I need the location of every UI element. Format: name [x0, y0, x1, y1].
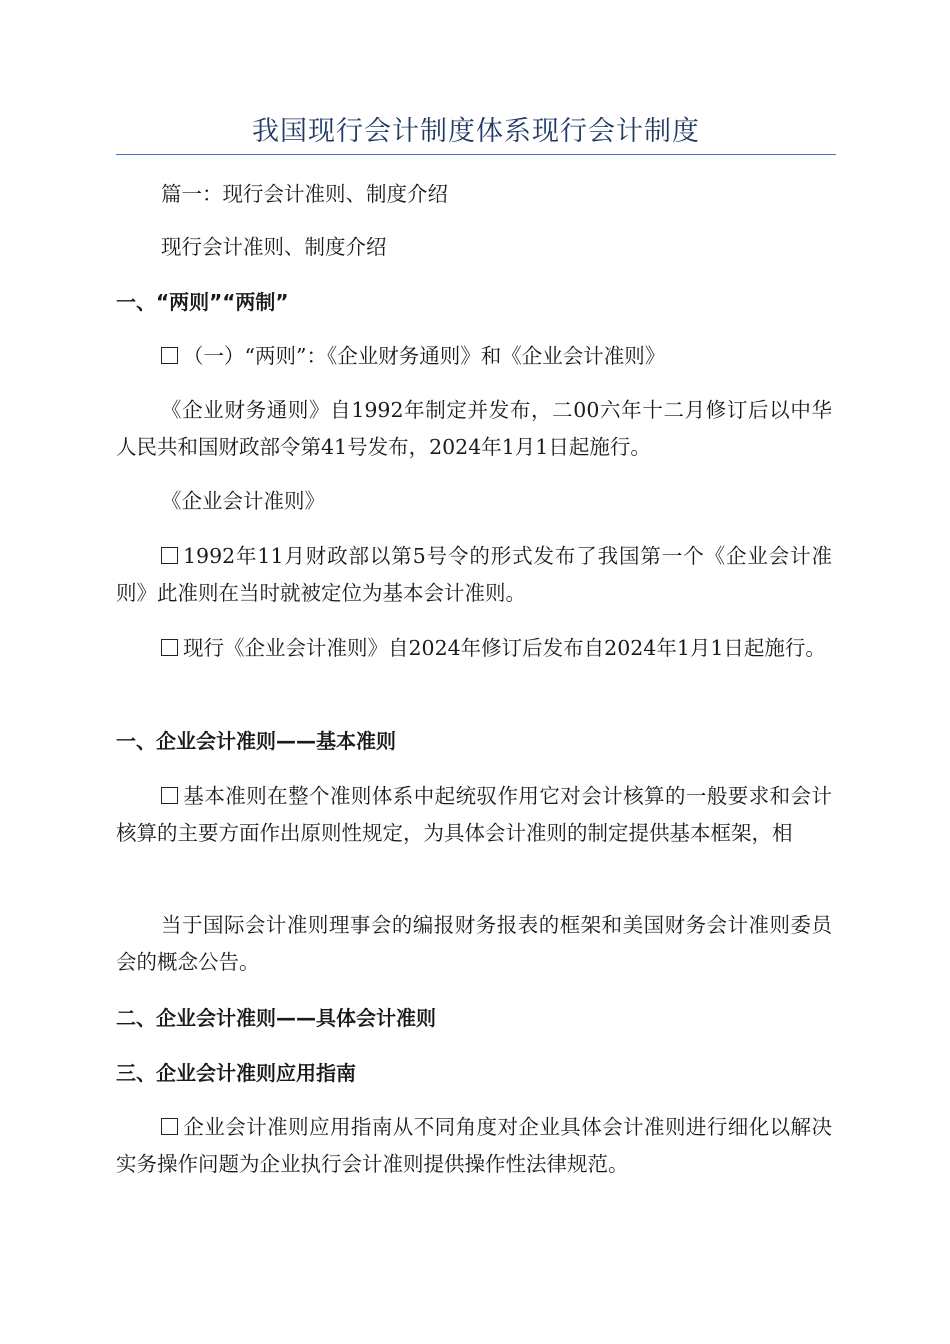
- document-title: 我国现行会计制度体系现行会计制度: [252, 116, 700, 147]
- paragraph-3: [116, 338, 832, 375]
- heading-4: 三、企业会计准则应用指南: [116, 1061, 356, 1085]
- heading-1: 一、“两则”“两制”: [116, 290, 289, 314]
- checkbox-icon: [161, 639, 178, 656]
- checkbox-icon: [161, 1118, 178, 1135]
- checkbox-icon: [161, 787, 178, 804]
- paragraph-3-text: （一）“两则”：《企业财务通则》和《企业会计准则》: [183, 344, 666, 368]
- paragraph-2: 现行会计准则、制度介绍: [161, 235, 387, 259]
- paragraph-6: [116, 538, 832, 612]
- paragraph-7: [116, 630, 832, 667]
- paragraph-10: [116, 1109, 832, 1183]
- paragraph-6-text: 1992年11月财政部以第5号令的形式发布了我国第一个《企业会计准则》此准则在当时就被定位为基本会计准则。: [116, 544, 832, 605]
- title-underline: [116, 154, 836, 155]
- heading-3: 二、企业会计准则——具体会计准则: [116, 1006, 436, 1030]
- paragraph-4: 《企业财务通则》自1992年制定并发布，二00六年十二月修订后以中华人民共和国财政部令第41号发布，2024年1月1日起施行。: [116, 398, 832, 459]
- paragraph-7-text: 现行《企业会计准则》自2024年修订后发布自2024年1月1日起施行。: [183, 636, 826, 660]
- paragraph-8-text: 基本准则在整个准则体系中起统驭作用它对会计核算的一般要求和会计核算的主要方面作出原则性规定，为具体会计准则的制定提供基本框架，相: [116, 784, 832, 845]
- paragraph-5: 《企业会计准则》: [161, 489, 325, 513]
- paragraph-9: 当于国际会计准则理事会的编报财务报表的框架和美国财务会计准则委员会的概念公告。: [116, 913, 832, 974]
- paragraph-8: [116, 778, 832, 852]
- paragraph-10-text: 企业会计准则应用指南从不同角度对企业具体会计准则进行细化以解决实务操作问题为企业执行会计准则提供操作性法律规范。: [116, 1115, 832, 1176]
- checkbox-icon: [161, 347, 178, 364]
- paragraph-1: 篇一：现行会计准则、制度介绍: [161, 182, 448, 206]
- heading-2: 一、企业会计准则——基本准则: [116, 729, 396, 753]
- checkbox-icon: [161, 547, 178, 564]
